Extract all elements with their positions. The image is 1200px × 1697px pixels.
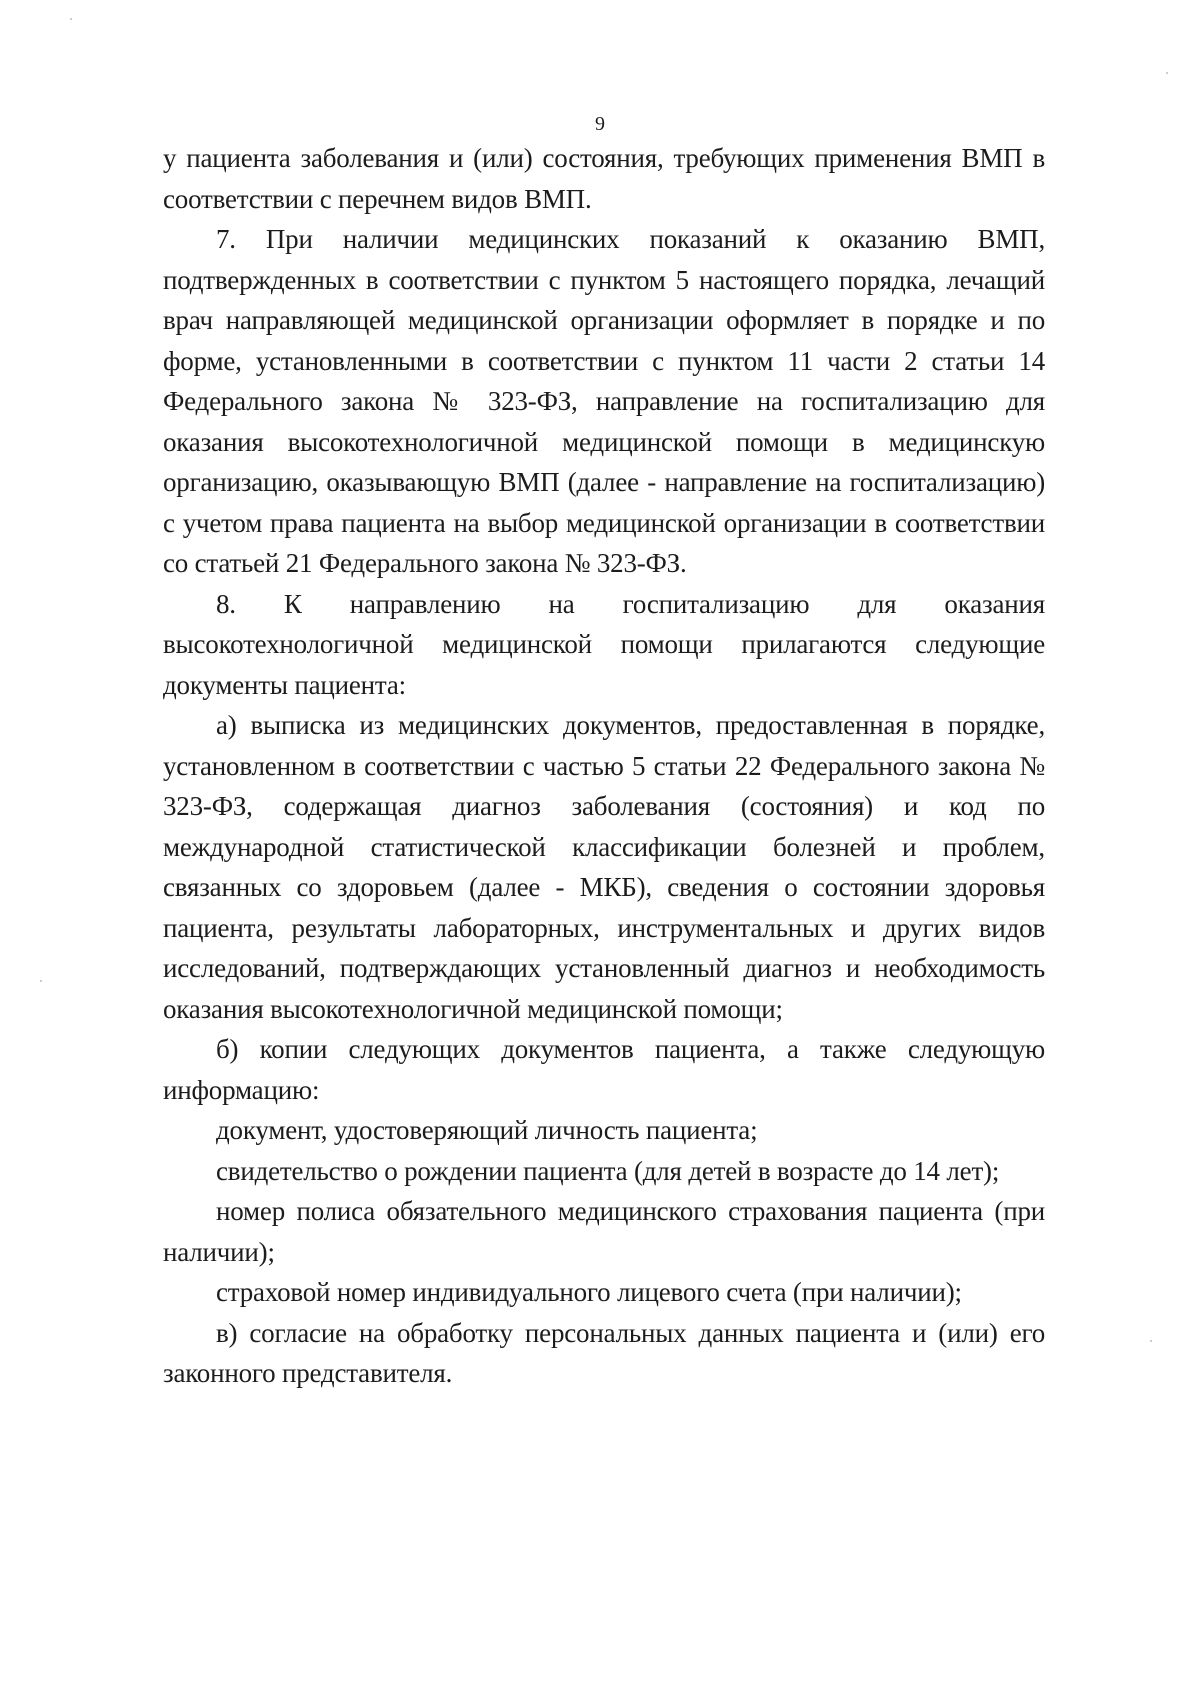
document-body: [163, 138, 1045, 1394]
list-item-insurance-number: страховой номер индивидуального лицевого счета (при наличии);: [216, 1277, 962, 1307]
paragraph-item-8v: в) согласие на обработку персональных данных пациента и (или) его законного представителя.: [163, 1317, 1045, 1388]
scan-speck: [70, 18, 72, 20]
list-item-birth-certificate: свидетельство о рождении пациента (для детей в возрасте до 14 лет);: [216, 1155, 1000, 1186]
paragraph-item-7: 7. При наличии медицинских показаний к оказанию ВМП, подтвержденных в соответствии с пунктом 5 настоящего порядка, лечащий врач направляющей медицинской организации оформляет в порядке и по форме, установленными в соответствии с пунктом 11 части 2 статьи 14 Федерального закона № 323-ФЗ, направление на госпитализацию для оказания высокотехнологичной медицинской помощи в медицинскую организацию, оказывающую ВМП (далее - направление на госпитализацию) с учетом права пациента на выбор медицинской организации в соответствии со статьей 21 Федерального закона № 323-ФЗ.: [163, 224, 1045, 578]
list-item-identity-document: документ, удостоверяющий личность пациента;: [216, 1115, 758, 1145]
page-number: 9: [595, 113, 605, 135]
paragraph-item-8b: б) копии следующих документов пациента, а также следующую информацию:: [163, 1034, 1045, 1105]
list-item-insurance-policy: номер полиса обязательного медицинского страхования пациента (при наличии);: [163, 1196, 1045, 1267]
scan-speck: [1166, 72, 1168, 74]
scan-speck: [40, 980, 42, 982]
scan-speck: [1150, 1340, 1152, 1342]
paragraph-item-8a: а) выписка из медицинских документов, предоставленная в порядке, установленном в соответствии с частью 5 статьи 22 Федерального закона № 323-ФЗ, содержащая диагноз заболевания (состояния) и код по международной статистической классификации болезней и проблем, связанных со здоровьем (далее - МКБ), сведения о состоянии здоровья пациента, результаты лабораторных, инструментальных и других видов исследований, подтверждающих установленный диагноз и необходимость оказания высокотехнологичной медицинской помощи;: [163, 710, 1045, 1024]
paragraph-continuation: у пациента заболевания и (или) состояния, требующих применения ВМП в соответствии с перечнем видов ВМП.: [163, 143, 1045, 214]
paragraph-item-8: 8. К направлению на госпитализацию для оказания высокотехнологичной медицинской помощи прилагаются следующие документы пациента:: [163, 588, 1045, 700]
